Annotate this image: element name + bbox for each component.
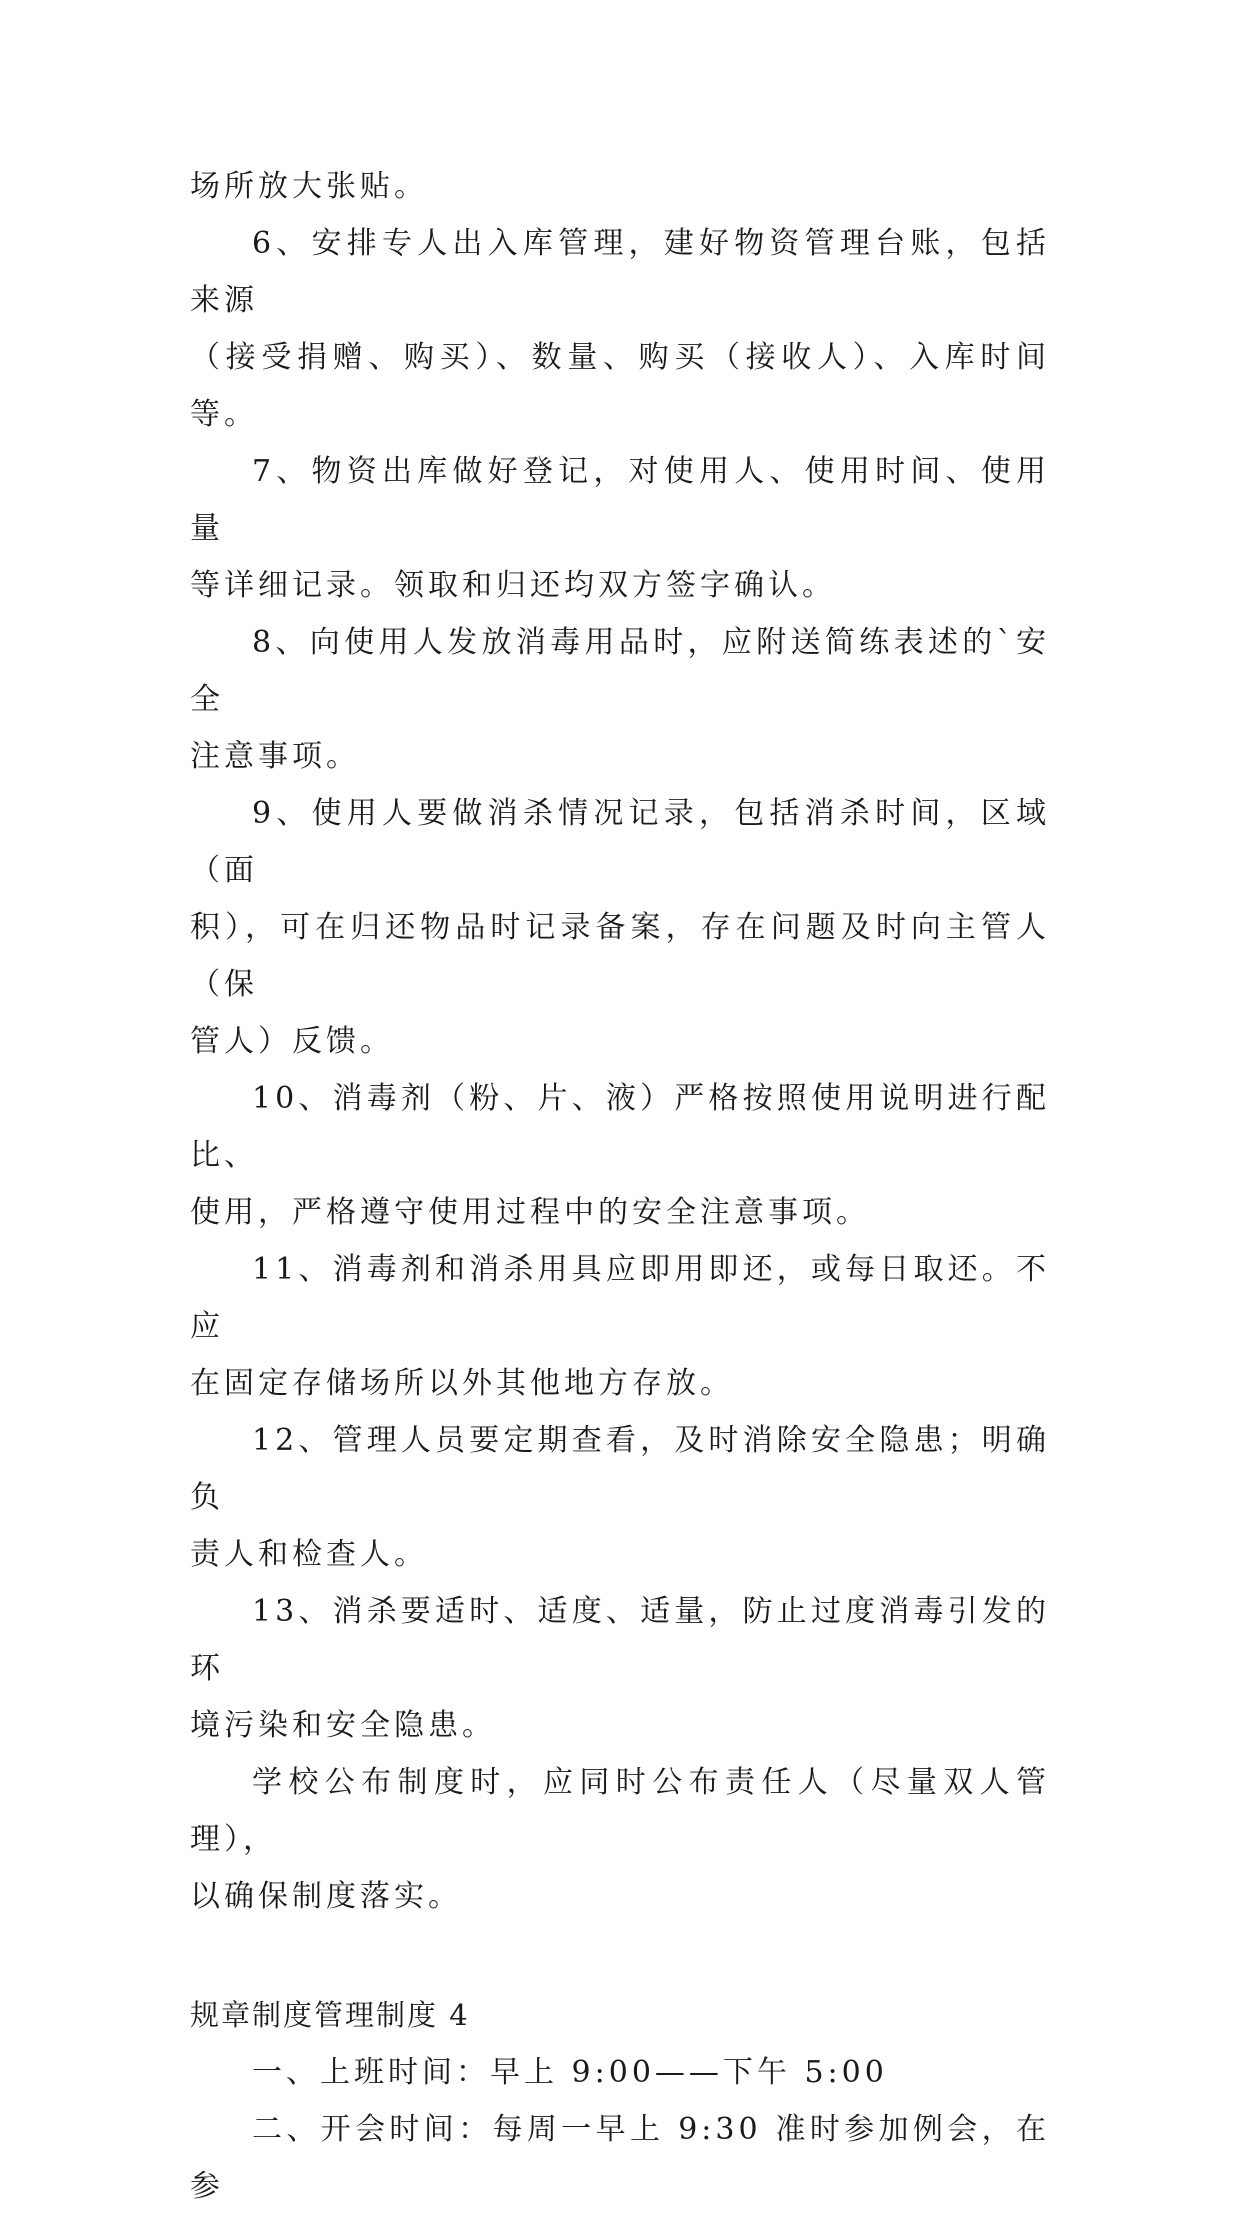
paragraph-item-8: 8、向使用人发放消毒用品时，应附送简练表述的`安全 注意事项。 <box>190 625 1050 774</box>
paragraph-item-7: 7、物资出库做好登记，对使用人、使用时间、使用量 等详细记录。领取和归还均双方签字确认。 <box>190 454 1050 603</box>
paragraph-continuation: 场所放大张贴。 <box>190 169 428 204</box>
paragraph-closing: 学校公布制度时，应同时公布责任人（尽量双人管理）， 以确保制度落实。 <box>190 1765 1050 1914</box>
paragraph-item-10: 10、消毒剂（粉、片、液）严格按照使用说明进行配比、 使用，严格遵守使用过程中的安全注意事项。 <box>190 1081 1050 1230</box>
paragraph-item-11: 11、消毒剂和消杀用具应即用即还，或每日取还。不应 在固定存储场所以外其他地方存放。 <box>190 1252 1050 1401</box>
document-body <box>190 158 1050 2215</box>
paragraph-item-12: 12、管理人员要定期查看，及时消除安全隐患；明确负 责人和检查人。 <box>190 1423 1050 1572</box>
paragraph-item-6: 6、安排专人出入库管理，建好物资管理台账，包括来源 （接受捐赠、购买）、数量、购买（接收人）、入库时间等。 <box>190 226 1050 432</box>
paragraph-item-13: 13、消杀要适时、适度、适量，防止过度消毒引发的环 境污染和安全隐患。 <box>190 1594 1050 1743</box>
paragraph-item-9: 9、使用人要做消杀情况记录，包括消杀时间，区域（面 积），可在归还物品时记录备案，存在问题及时向主管人（保 管人）反馈。 <box>190 796 1050 1059</box>
section-title: 规章制度管理制度 4 <box>190 1998 470 2032</box>
section-item-1: 一、上班时间：早上 9:00——下午 5:00 <box>252 2055 888 2090</box>
section-item-2: 二、开会时间：每周一早上 9:30 准时参加例会，在参 <box>190 2112 1050 2204</box>
